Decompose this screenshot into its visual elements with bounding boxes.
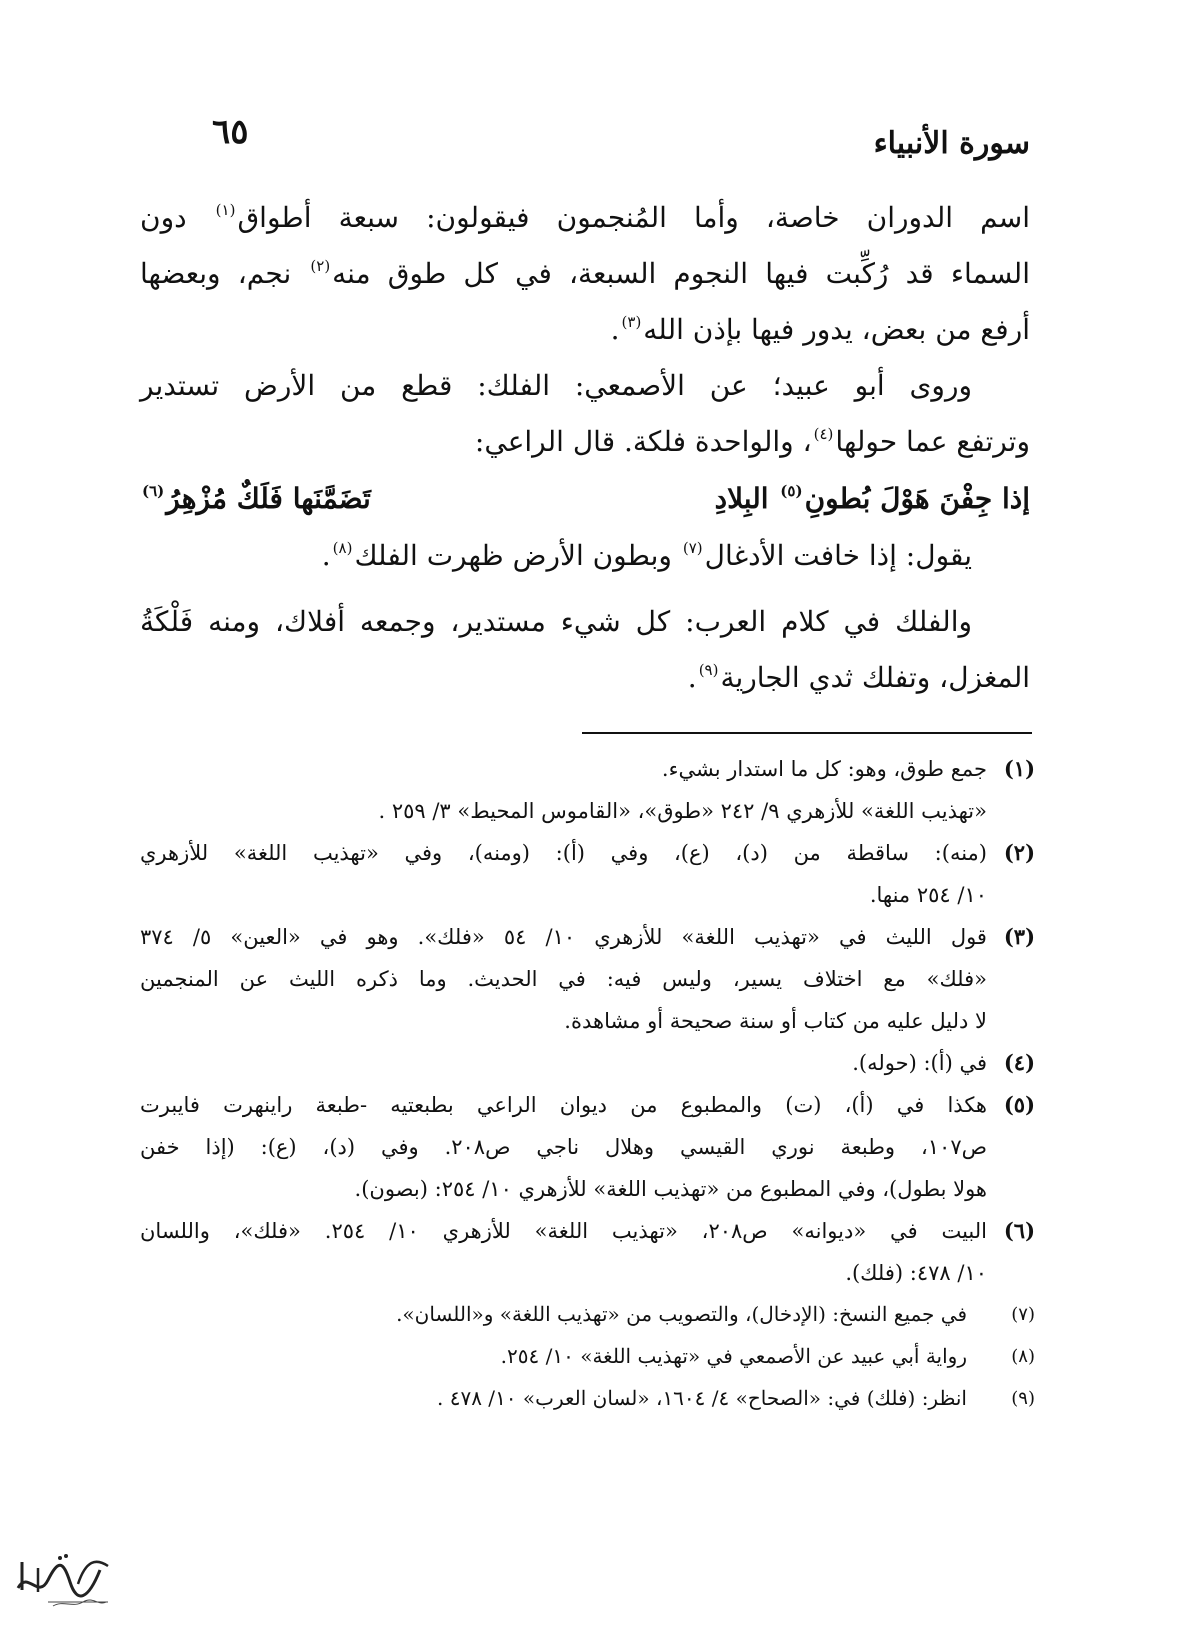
running-title: سورة الأنبياء	[873, 126, 1030, 161]
footnote-number: (٣)	[1003, 924, 1035, 949]
footnote-line: ١٠/ ٢٥٤ منها.	[869, 883, 987, 907]
text-line: السماء قد رُكِّبت فيها النجوم السبعة، في كل طوق منه$^{(٢)}$ نجم، وبعضها	[140, 257, 1030, 290]
page-number: ٦٥	[212, 112, 249, 152]
text-line: وترتفع عما حولها$^{(٤)}$، والواحدة فلكة. قال الراعي:	[474, 425, 1030, 458]
verse-first-hemistich: إذا جِفْنَ هَوْلَ بُطونِ$^{(٥)}$ البِلادِ	[714, 482, 1030, 515]
footnote	[140, 1336, 1035, 1378]
footnote-ref[interactable]: (٦)	[142, 482, 165, 500]
text-line: اسم الدوران خاصة، وأما المُنجمون فيقولون: سبعة أطواق$^{(١)}$ دون	[140, 201, 1031, 234]
footnote-line: هكذا في (أ)، (ت) والمطبوع من ديوان الراعي بطبعتيه -طبعة راينهرت فايبرت	[140, 1093, 987, 1117]
footnote-number: (٧)	[1011, 1304, 1035, 1325]
text-line: والفلك في كلام العرب: كل شيء مستدير، وجمعه أفلاك، ومنه فَلْكَةُ	[140, 605, 972, 638]
footnote-ref[interactable]: (٢)	[310, 257, 331, 275]
footnote-line: البيت في «ديوانه» ص٢٠٨، «تهذيب اللغة» للأزهري ١٠/ ٢٥٤. «فلك»، واللسان	[140, 1219, 987, 1243]
footnote-line: رواية أبي عبيد عن الأصمعي في «تهذيب اللغة» ١٠/ ٢٥٤.	[500, 1344, 967, 1368]
footnote	[140, 832, 1035, 916]
footnote-number: (٢)	[1003, 840, 1035, 865]
footnote	[140, 1084, 1035, 1210]
footnote-line: «تهذيب اللغة» للأزهري ٩/ ٢٤٢ «طوق»، «القاموس المحيط» ٣/ ٢٥٩ .	[378, 799, 987, 823]
poetry-verse	[140, 470, 1030, 528]
footnote-ref[interactable]: (٨)	[332, 539, 353, 557]
footnote	[140, 916, 1035, 1042]
footnote	[140, 748, 1035, 832]
footnote-line: قول الليث في «تهذيب اللغة» للأزهري ١٠/ ٥٤ «فلك». وهو في «العين» ٥/ ٣٧٤	[140, 925, 987, 949]
footnote-number: (٩)	[1011, 1388, 1035, 1409]
footnote-ref[interactable]: (٤)	[813, 425, 834, 443]
footnote-line: (منه): ساقطة من (د)، (ع)، وفي (أ): (ومنه)، وفي «تهذيب اللغة» للأزهري	[140, 841, 987, 865]
footnote-line: ١٠/ ٤٧٨: (فلك).	[845, 1261, 987, 1285]
footnote-ref[interactable]: (٩)	[698, 661, 719, 679]
footnote	[140, 1378, 1035, 1420]
footnote-ref[interactable]: (١)	[215, 201, 236, 219]
footnote-ref[interactable]: (٧)	[682, 539, 703, 557]
footnote-line: «فلك» مع اختلاف يسير، وليس فيه: في الحديث. وما ذكره الليث عن المنجمين	[140, 967, 987, 991]
footnote-number: (٦)	[1003, 1218, 1035, 1243]
text-line: المغزل، وتفلك ثدي الجارية$^{(٩)}$.	[687, 661, 1030, 694]
footnotes	[140, 748, 1035, 1420]
footnote-divider	[582, 732, 1032, 734]
footnote-line: ص١٠٧، وطبعة نوري القيسي وهلال ناجي ص٢٠٨. وفي (د)، (ع): (إذا خفن	[140, 1135, 988, 1159]
text-line: يقول: إذا خافت الأدغال$^{(٧)}$ وبطون الأرض ظهرت الفلك$^{(٨)}$.	[321, 539, 972, 572]
verse-second-hemistich: تَضَمَّنَها فَلَكٌ مُزْهِرُ$^{(٦)}$	[142, 482, 371, 515]
footnote-line: لا دليل عليه من كتاب أو سنة صحيحة أو مشاهدة.	[564, 1009, 987, 1033]
footnote-line: انظر: (فلك) في: «الصحاح» ٤/ ١٦٠٤، «لسان العرب» ١٠/ ٤٧٨ .	[437, 1386, 967, 1410]
footnote-line: هولا بطول)، وفي المطبوع من «تهذيب اللغة» للأزهري ١٠/ ٢٥٤: (بصون).	[354, 1177, 987, 1201]
footnote-line: في (أ): (حوله).	[852, 1051, 987, 1075]
footnote-number: (٥)	[1003, 1092, 1035, 1117]
page-header	[150, 108, 1030, 168]
footnote-ref[interactable]: (٥)	[780, 482, 803, 500]
text-line: وروى أبو عبيد؛ عن الأصمعي: الفلك: قطع من الأرض تستدير	[140, 369, 972, 402]
main-text	[140, 190, 1030, 706]
calligraphy-stamp-logo	[8, 1540, 118, 1610]
footnote-number: (١)	[1003, 756, 1035, 781]
footnote	[140, 1294, 1035, 1336]
footnote	[140, 1210, 1035, 1294]
footnote-ref[interactable]: (٣)	[621, 313, 642, 331]
footnote-line: في جميع النسخ: (الإدخال)، والتصويب من «تهذيب اللغة» و«اللسان».	[396, 1302, 967, 1326]
footnote-number: (٤)	[1003, 1050, 1035, 1075]
footnote-line: جمع طوق، وهو: كل ما استدار بشيء.	[661, 757, 987, 781]
footnote	[140, 1042, 1035, 1084]
text-line: أرفع من بعض، يدور فيها بإذن الله$^{(٣)}$.	[610, 313, 1030, 346]
footnote-number: (٨)	[1011, 1346, 1035, 1367]
